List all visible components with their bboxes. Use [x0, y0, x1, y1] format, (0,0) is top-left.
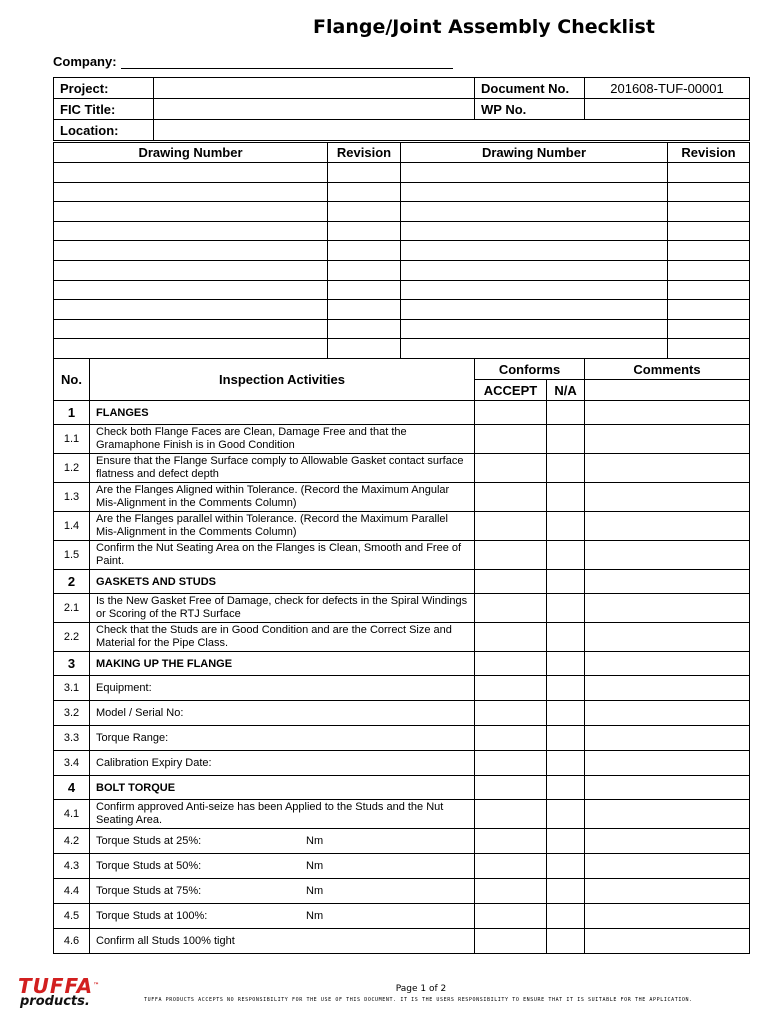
inspection-item-row	[54, 483, 750, 512]
page-title: Flange/Joint Assembly Checklist	[313, 16, 655, 38]
revision-header: Revision	[668, 143, 750, 163]
inspection-item-row	[54, 454, 750, 483]
item-activity	[90, 541, 475, 570]
fic-title-label: FIC Title:	[54, 99, 154, 120]
drawing-number-cell[interactable]	[401, 221, 668, 241]
item-activity-text: Torque Studs at 75%:	[96, 884, 202, 897]
accept-cell[interactable]	[475, 829, 547, 854]
section-row	[54, 652, 750, 676]
na-cell[interactable]	[547, 726, 585, 751]
item-number: 4.1	[54, 800, 90, 829]
na-cell[interactable]	[547, 652, 585, 676]
item-activity	[90, 800, 475, 829]
accept-cell[interactable]	[475, 652, 547, 676]
item-number: 3.1	[54, 676, 90, 701]
location-label: Location:	[54, 120, 154, 141]
project-input[interactable]	[154, 78, 475, 99]
inspection-item-row	[54, 425, 750, 454]
item-activity-text: Equipment:	[96, 681, 152, 694]
drawing-number-header: Drawing Number	[54, 143, 328, 163]
item-activity	[90, 879, 475, 904]
accept-cell[interactable]	[475, 570, 547, 594]
inspection-item-row	[54, 879, 750, 904]
drawing-number-cell[interactable]	[401, 300, 668, 320]
drawing-row	[54, 319, 750, 339]
inspection-item-row	[54, 854, 750, 879]
revision-cell[interactable]	[328, 300, 401, 320]
inspection-item-row	[54, 829, 750, 854]
comments-cell[interactable]	[585, 570, 750, 594]
accept-cell[interactable]	[475, 879, 547, 904]
accept-cell[interactable]	[475, 726, 547, 751]
item-activity-text: Are the Flanges Aligned within Tolerance. (Record the Maximum Angular Mis-Alignment in the Comments Column)	[96, 484, 450, 509]
item-number: 1.3	[54, 483, 90, 512]
inspection-item-row	[54, 676, 750, 701]
item-number: 3.2	[54, 701, 90, 726]
drawing-number-cell[interactable]	[401, 241, 668, 261]
accept-cell[interactable]	[475, 425, 547, 454]
na-cell[interactable]	[547, 776, 585, 800]
drawing-row	[54, 280, 750, 300]
disclaimer: TUFFA PRODUCTS ACCEPTS NO RESPONSIBILITY FOR THE USE OF THIS DOCUMENT. IT IS THE USERS RESPONSIBILITY TO ENSURE THAT IT IS SUITABLE FOR THE APPLICATION.	[144, 997, 693, 1003]
na-cell[interactable]	[547, 623, 585, 652]
revision-cell[interactable]	[668, 221, 750, 241]
inspection-item-row	[54, 701, 750, 726]
torque-unit: Nm	[306, 909, 324, 922]
comments-cell[interactable]	[585, 829, 750, 854]
revision-cell[interactable]	[668, 260, 750, 280]
revision-cell[interactable]	[328, 163, 401, 183]
comments-header: Comments	[585, 359, 750, 380]
item-activity-text: Torque Range:	[96, 731, 169, 744]
na-cell[interactable]	[547, 854, 585, 879]
comments-cell[interactable]	[585, 800, 750, 829]
accept-cell[interactable]	[475, 904, 547, 929]
drawing-number-cell[interactable]	[54, 241, 328, 261]
revision-cell[interactable]	[328, 280, 401, 300]
comments-cell[interactable]	[585, 541, 750, 570]
item-activity-text: Confirm the Nut Seating Area on the Flanges is Clean, Smooth and Free of Paint.	[96, 542, 462, 567]
activities-header: Inspection Activities	[90, 359, 475, 401]
accept-cell[interactable]	[475, 800, 547, 829]
revision-cell[interactable]	[668, 339, 750, 359]
torque-unit: Nm	[306, 859, 324, 872]
item-activity	[90, 676, 475, 701]
item-activity	[90, 829, 475, 854]
inspection-item-row	[54, 594, 750, 623]
comments-cell[interactable]	[585, 929, 750, 954]
na-cell[interactable]	[547, 676, 585, 701]
drawing-row	[54, 182, 750, 202]
item-activity	[90, 454, 475, 483]
accept-cell[interactable]	[475, 454, 547, 483]
comments-cell[interactable]	[585, 623, 750, 652]
drawing-number-cell[interactable]	[54, 202, 328, 222]
item-activity-text: Ensure that the Flange Surface comply to Allowable Gasket contact surface flatness and defect depth	[96, 455, 464, 480]
wp-no-label: WP No.	[475, 99, 585, 120]
drawing-number-cell[interactable]	[54, 280, 328, 300]
project-label: Project:	[54, 78, 154, 99]
comments-cell[interactable]	[585, 594, 750, 623]
item-activity	[90, 483, 475, 512]
accept-cell[interactable]	[475, 541, 547, 570]
revision-cell[interactable]	[328, 202, 401, 222]
item-number: 3.4	[54, 751, 90, 776]
item-activity	[90, 623, 475, 652]
location-input[interactable]	[154, 120, 750, 141]
section-number: 4	[54, 776, 90, 800]
drawing-row	[54, 202, 750, 222]
company-input-line[interactable]	[121, 56, 453, 69]
na-cell[interactable]	[547, 904, 585, 929]
revision-cell[interactable]	[668, 300, 750, 320]
drawing-number-cell[interactable]	[401, 260, 668, 280]
revision-cell[interactable]	[328, 241, 401, 261]
na-cell[interactable]	[547, 879, 585, 904]
item-activity-text: Check both Flange Faces are Clean, Damage Free and that the Gramaphone Finish is in Good Condition	[96, 426, 407, 451]
item-activity-text: Are the Flanges parallel within Tolerance. (Record the Maximum Parallel Mis-Alignment in the Comments Column)	[96, 513, 448, 538]
comments-subheader	[585, 380, 750, 401]
item-activity	[90, 425, 475, 454]
wp-no-input[interactable]	[585, 99, 750, 120]
drawing-row	[54, 339, 750, 359]
na-cell[interactable]	[547, 425, 585, 454]
revision-cell[interactable]	[668, 241, 750, 261]
torque-unit: Nm	[306, 884, 324, 897]
section-number: 2	[54, 570, 90, 594]
revision-header: Revision	[328, 143, 401, 163]
accept-cell[interactable]	[475, 676, 547, 701]
na-cell[interactable]	[547, 751, 585, 776]
item-number: 4.2	[54, 829, 90, 854]
drawing-number-cell[interactable]	[401, 163, 668, 183]
item-activity-text: Torque Studs at 100%:	[96, 909, 208, 922]
item-number: 4.6	[54, 929, 90, 954]
section-row	[54, 776, 750, 800]
na-cell[interactable]	[547, 454, 585, 483]
accept-cell[interactable]	[475, 623, 547, 652]
drawing-number-cell[interactable]	[401, 319, 668, 339]
no-header: No.	[54, 359, 90, 401]
item-number: 1.5	[54, 541, 90, 570]
drawing-number-cell[interactable]	[54, 319, 328, 339]
comments-cell[interactable]	[585, 904, 750, 929]
accept-cell[interactable]	[475, 483, 547, 512]
fic-title-input[interactable]	[154, 99, 475, 120]
item-number: 4.5	[54, 904, 90, 929]
logo-top-text: TUFFA	[18, 974, 94, 998]
torque-unit: Nm	[306, 834, 324, 847]
revision-cell[interactable]	[668, 182, 750, 202]
item-number: 1.1	[54, 425, 90, 454]
item-activity-text: Torque Studs at 50%:	[96, 859, 202, 872]
comments-cell[interactable]	[585, 879, 750, 904]
comments-cell[interactable]	[585, 726, 750, 751]
inspection-item-row	[54, 623, 750, 652]
drawing-row	[54, 300, 750, 320]
accept-cell[interactable]	[475, 594, 547, 623]
accept-cell[interactable]	[475, 929, 547, 954]
section-row	[54, 570, 750, 594]
accept-cell[interactable]	[475, 854, 547, 879]
inspection-item-row	[54, 726, 750, 751]
drawing-number-cell[interactable]	[54, 182, 328, 202]
drawing-number-cell[interactable]	[401, 182, 668, 202]
item-activity-text: Confirm all Studs 100% tight	[96, 934, 235, 947]
item-activity	[90, 594, 475, 623]
drawing-row	[54, 163, 750, 183]
drawing-number-cell[interactable]	[54, 163, 328, 183]
comments-cell[interactable]	[585, 701, 750, 726]
section-row	[54, 401, 750, 425]
item-number: 2.2	[54, 623, 90, 652]
item-number: 1.4	[54, 512, 90, 541]
inspection-item-row	[54, 929, 750, 954]
item-number: 2.1	[54, 594, 90, 623]
section-number: 3	[54, 652, 90, 676]
item-activity	[90, 726, 475, 751]
drawing-row	[54, 221, 750, 241]
drawing-number-header: Drawing Number	[401, 143, 668, 163]
item-activity-text: Is the New Gasket Free of Damage, check for defects in the Spiral Windings or Scoring of the RTJ Surface	[96, 595, 468, 620]
revision-cell[interactable]	[668, 202, 750, 222]
revision-cell[interactable]	[328, 319, 401, 339]
revision-cell[interactable]	[328, 182, 401, 202]
item-number: 4.3	[54, 854, 90, 879]
na-cell[interactable]	[547, 594, 585, 623]
item-activity	[90, 929, 475, 954]
comments-cell[interactable]	[585, 483, 750, 512]
comments-cell[interactable]	[585, 454, 750, 483]
company-label: Company:	[53, 54, 117, 69]
item-activity	[90, 512, 475, 541]
section-title: FLANGES	[90, 401, 475, 425]
item-activity	[90, 701, 475, 726]
item-activity	[90, 751, 475, 776]
drawings-table	[53, 142, 750, 359]
accept-cell[interactable]	[475, 751, 547, 776]
accept-cell[interactable]	[475, 512, 547, 541]
drawing-number-cell[interactable]	[54, 221, 328, 241]
accept-cell[interactable]	[475, 701, 547, 726]
comments-cell[interactable]	[585, 676, 750, 701]
na-cell[interactable]	[547, 929, 585, 954]
item-number: 3.3	[54, 726, 90, 751]
item-number: 4.4	[54, 879, 90, 904]
drawing-number-cell[interactable]	[401, 280, 668, 300]
inspection-item-row	[54, 512, 750, 541]
page-number: Page 1 of 2	[395, 984, 447, 994]
na-cell[interactable]	[547, 483, 585, 512]
na-cell[interactable]	[547, 829, 585, 854]
item-activity-text: Confirm approved Anti-seize has been Applied to the Studs and the Nut Seating Area.	[96, 801, 444, 826]
na-cell[interactable]	[547, 541, 585, 570]
item-activity-text: Torque Studs at 25%:	[96, 834, 202, 847]
inspection-item-row	[54, 751, 750, 776]
section-number: 1	[54, 401, 90, 425]
revision-cell[interactable]	[328, 339, 401, 359]
revision-cell[interactable]	[328, 221, 401, 241]
logo-tm: ™	[93, 982, 101, 989]
accept-cell[interactable]	[475, 776, 547, 800]
na-cell[interactable]	[547, 401, 585, 425]
logo-bottom-text: products.	[20, 994, 90, 1009]
comments-cell[interactable]	[585, 854, 750, 879]
revision-cell[interactable]	[668, 319, 750, 339]
comments-cell[interactable]	[585, 425, 750, 454]
doc-no-value[interactable]: 201608-TUF-00001	[585, 78, 750, 99]
drawing-row	[54, 241, 750, 261]
inspection-item-row	[54, 800, 750, 829]
drawing-number-cell[interactable]	[401, 339, 668, 359]
na-cell[interactable]	[547, 800, 585, 829]
drawing-number-cell[interactable]	[54, 260, 328, 280]
company-field[interactable]	[53, 54, 453, 69]
revision-cell[interactable]	[328, 260, 401, 280]
accept-header: ACCEPT	[475, 380, 547, 401]
na-cell[interactable]	[547, 512, 585, 541]
comments-cell[interactable]	[585, 401, 750, 425]
item-activity	[90, 904, 475, 929]
na-cell[interactable]	[547, 701, 585, 726]
inspection-item-row	[54, 541, 750, 570]
comments-cell[interactable]	[585, 751, 750, 776]
inspection-table	[53, 358, 750, 954]
drawing-number-cell[interactable]	[54, 300, 328, 320]
comments-cell[interactable]	[585, 512, 750, 541]
comments-cell[interactable]	[585, 776, 750, 800]
item-number: 1.2	[54, 454, 90, 483]
drawing-number-cell[interactable]	[54, 339, 328, 359]
item-activity	[90, 854, 475, 879]
comments-cell[interactable]	[585, 652, 750, 676]
header-table	[53, 77, 750, 141]
section-title: GASKETS AND STUDS	[90, 570, 475, 594]
section-title: MAKING UP THE FLANGE	[90, 652, 475, 676]
item-activity-text: Check that the Studs are in Good Condition and are the Correct Size and Material for the Pipe Class.	[96, 624, 452, 649]
drawing-row	[54, 260, 750, 280]
doc-no-label: Document No.	[475, 78, 585, 99]
item-activity-text: Model / Serial No:	[96, 706, 184, 719]
na-cell[interactable]	[547, 570, 585, 594]
accept-cell[interactable]	[475, 401, 547, 425]
drawing-number-cell[interactable]	[401, 202, 668, 222]
item-activity-text: Calibration Expiry Date:	[96, 756, 212, 769]
inspection-item-row	[54, 904, 750, 929]
na-header: N/A	[547, 380, 585, 401]
revision-cell[interactable]	[668, 163, 750, 183]
revision-cell[interactable]	[668, 280, 750, 300]
section-title: BOLT TORQUE	[90, 776, 475, 800]
conforms-header: Conforms	[475, 359, 585, 380]
